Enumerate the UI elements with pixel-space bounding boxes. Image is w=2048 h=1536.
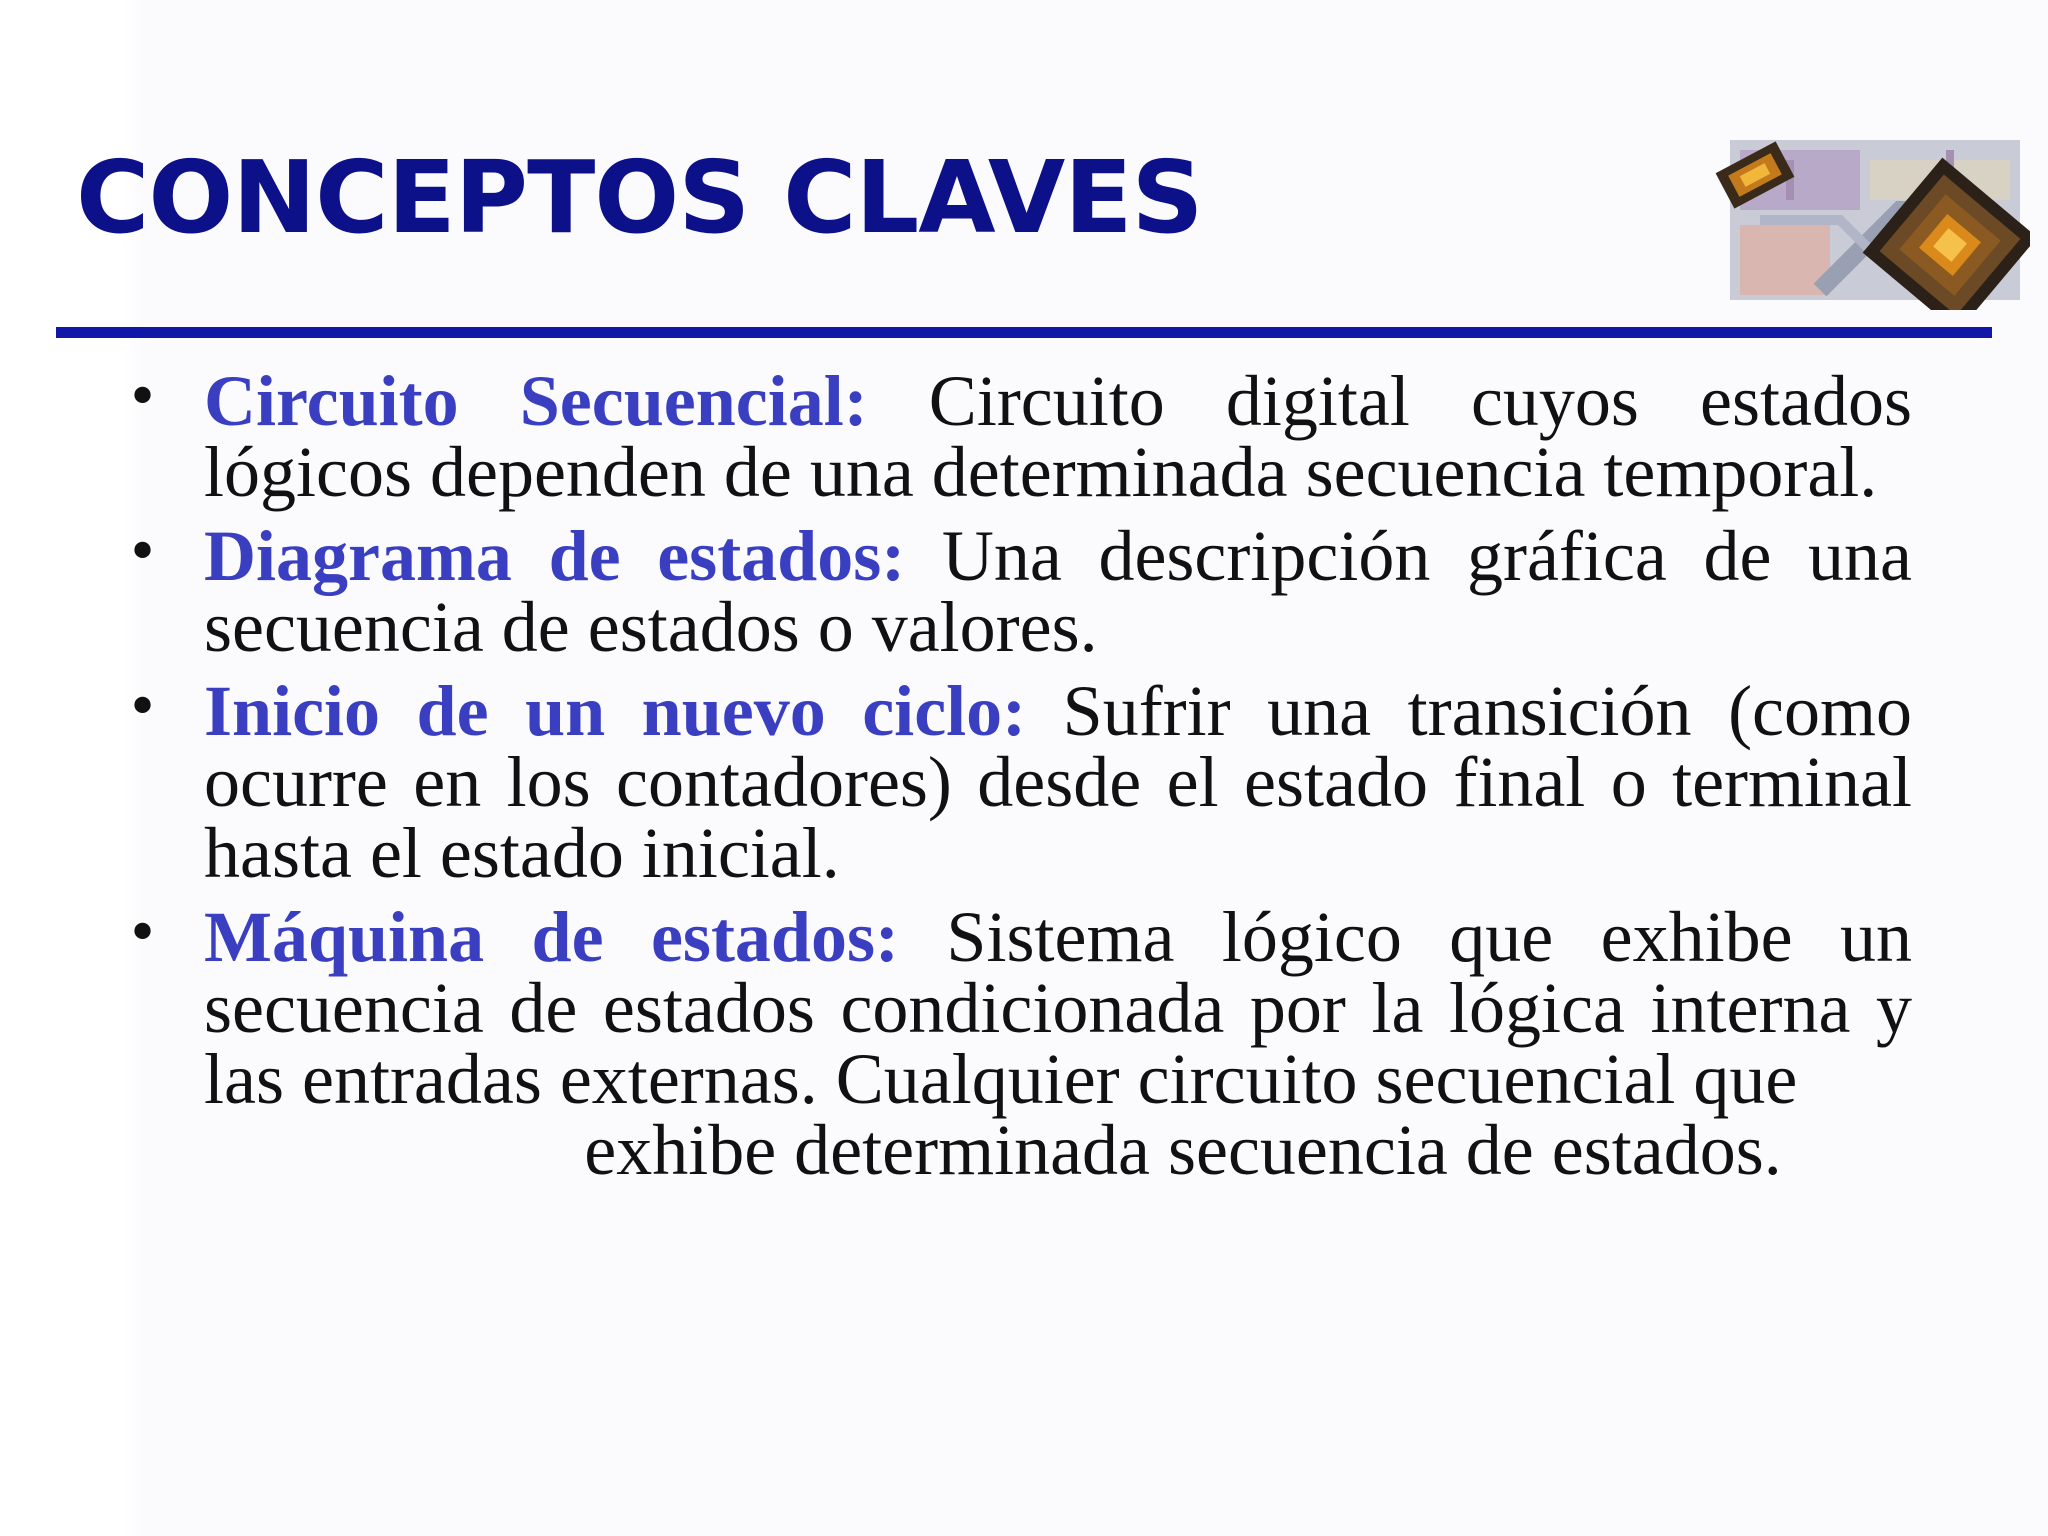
definition-text: Sistema lógico que exhibe un secuencia de estados condicionada por la lógica interna y las entradas externas. Cualquier circuito secuencial que bbox=[204, 897, 1913, 1119]
bullet-icon: • bbox=[126, 675, 160, 740]
page-title: CONCEPTOS CLAVES bbox=[76, 139, 1203, 256]
bullet-icon: • bbox=[126, 365, 160, 430]
term-label: Diagrama de estados: bbox=[204, 516, 906, 596]
bullet-list bbox=[120, 361, 1913, 1199]
bullet-icon: • bbox=[126, 901, 160, 966]
definition-continuation: exhibe determinada secuencia de estados. bbox=[584, 1110, 1782, 1190]
list-item bbox=[120, 671, 1913, 893]
list-item bbox=[120, 361, 1912, 512]
term-label: Circuito Secuencial: bbox=[204, 361, 868, 441]
definition-text: Sufrir una transición (como ocurre en los contadores) desde el estado final o terminal hasta el estado inicial. bbox=[204, 671, 1913, 893]
bullet-icon: • bbox=[126, 520, 160, 585]
title-divider bbox=[56, 327, 1992, 338]
definition-text: Una descripción gráfica de una secuencia de estados o valores. bbox=[204, 516, 1912, 667]
term-label: Inicio de un nuevo ciclo: bbox=[204, 671, 1027, 751]
microchip-icon bbox=[1700, 130, 2030, 310]
list-item bbox=[120, 516, 1912, 667]
list-item bbox=[120, 897, 1913, 1190]
definition-text: Circuito digital cuyos estados lógicos dependen de una determinada secuencia temporal. bbox=[204, 361, 1912, 512]
term-label: Máquina de estados: bbox=[204, 897, 899, 977]
